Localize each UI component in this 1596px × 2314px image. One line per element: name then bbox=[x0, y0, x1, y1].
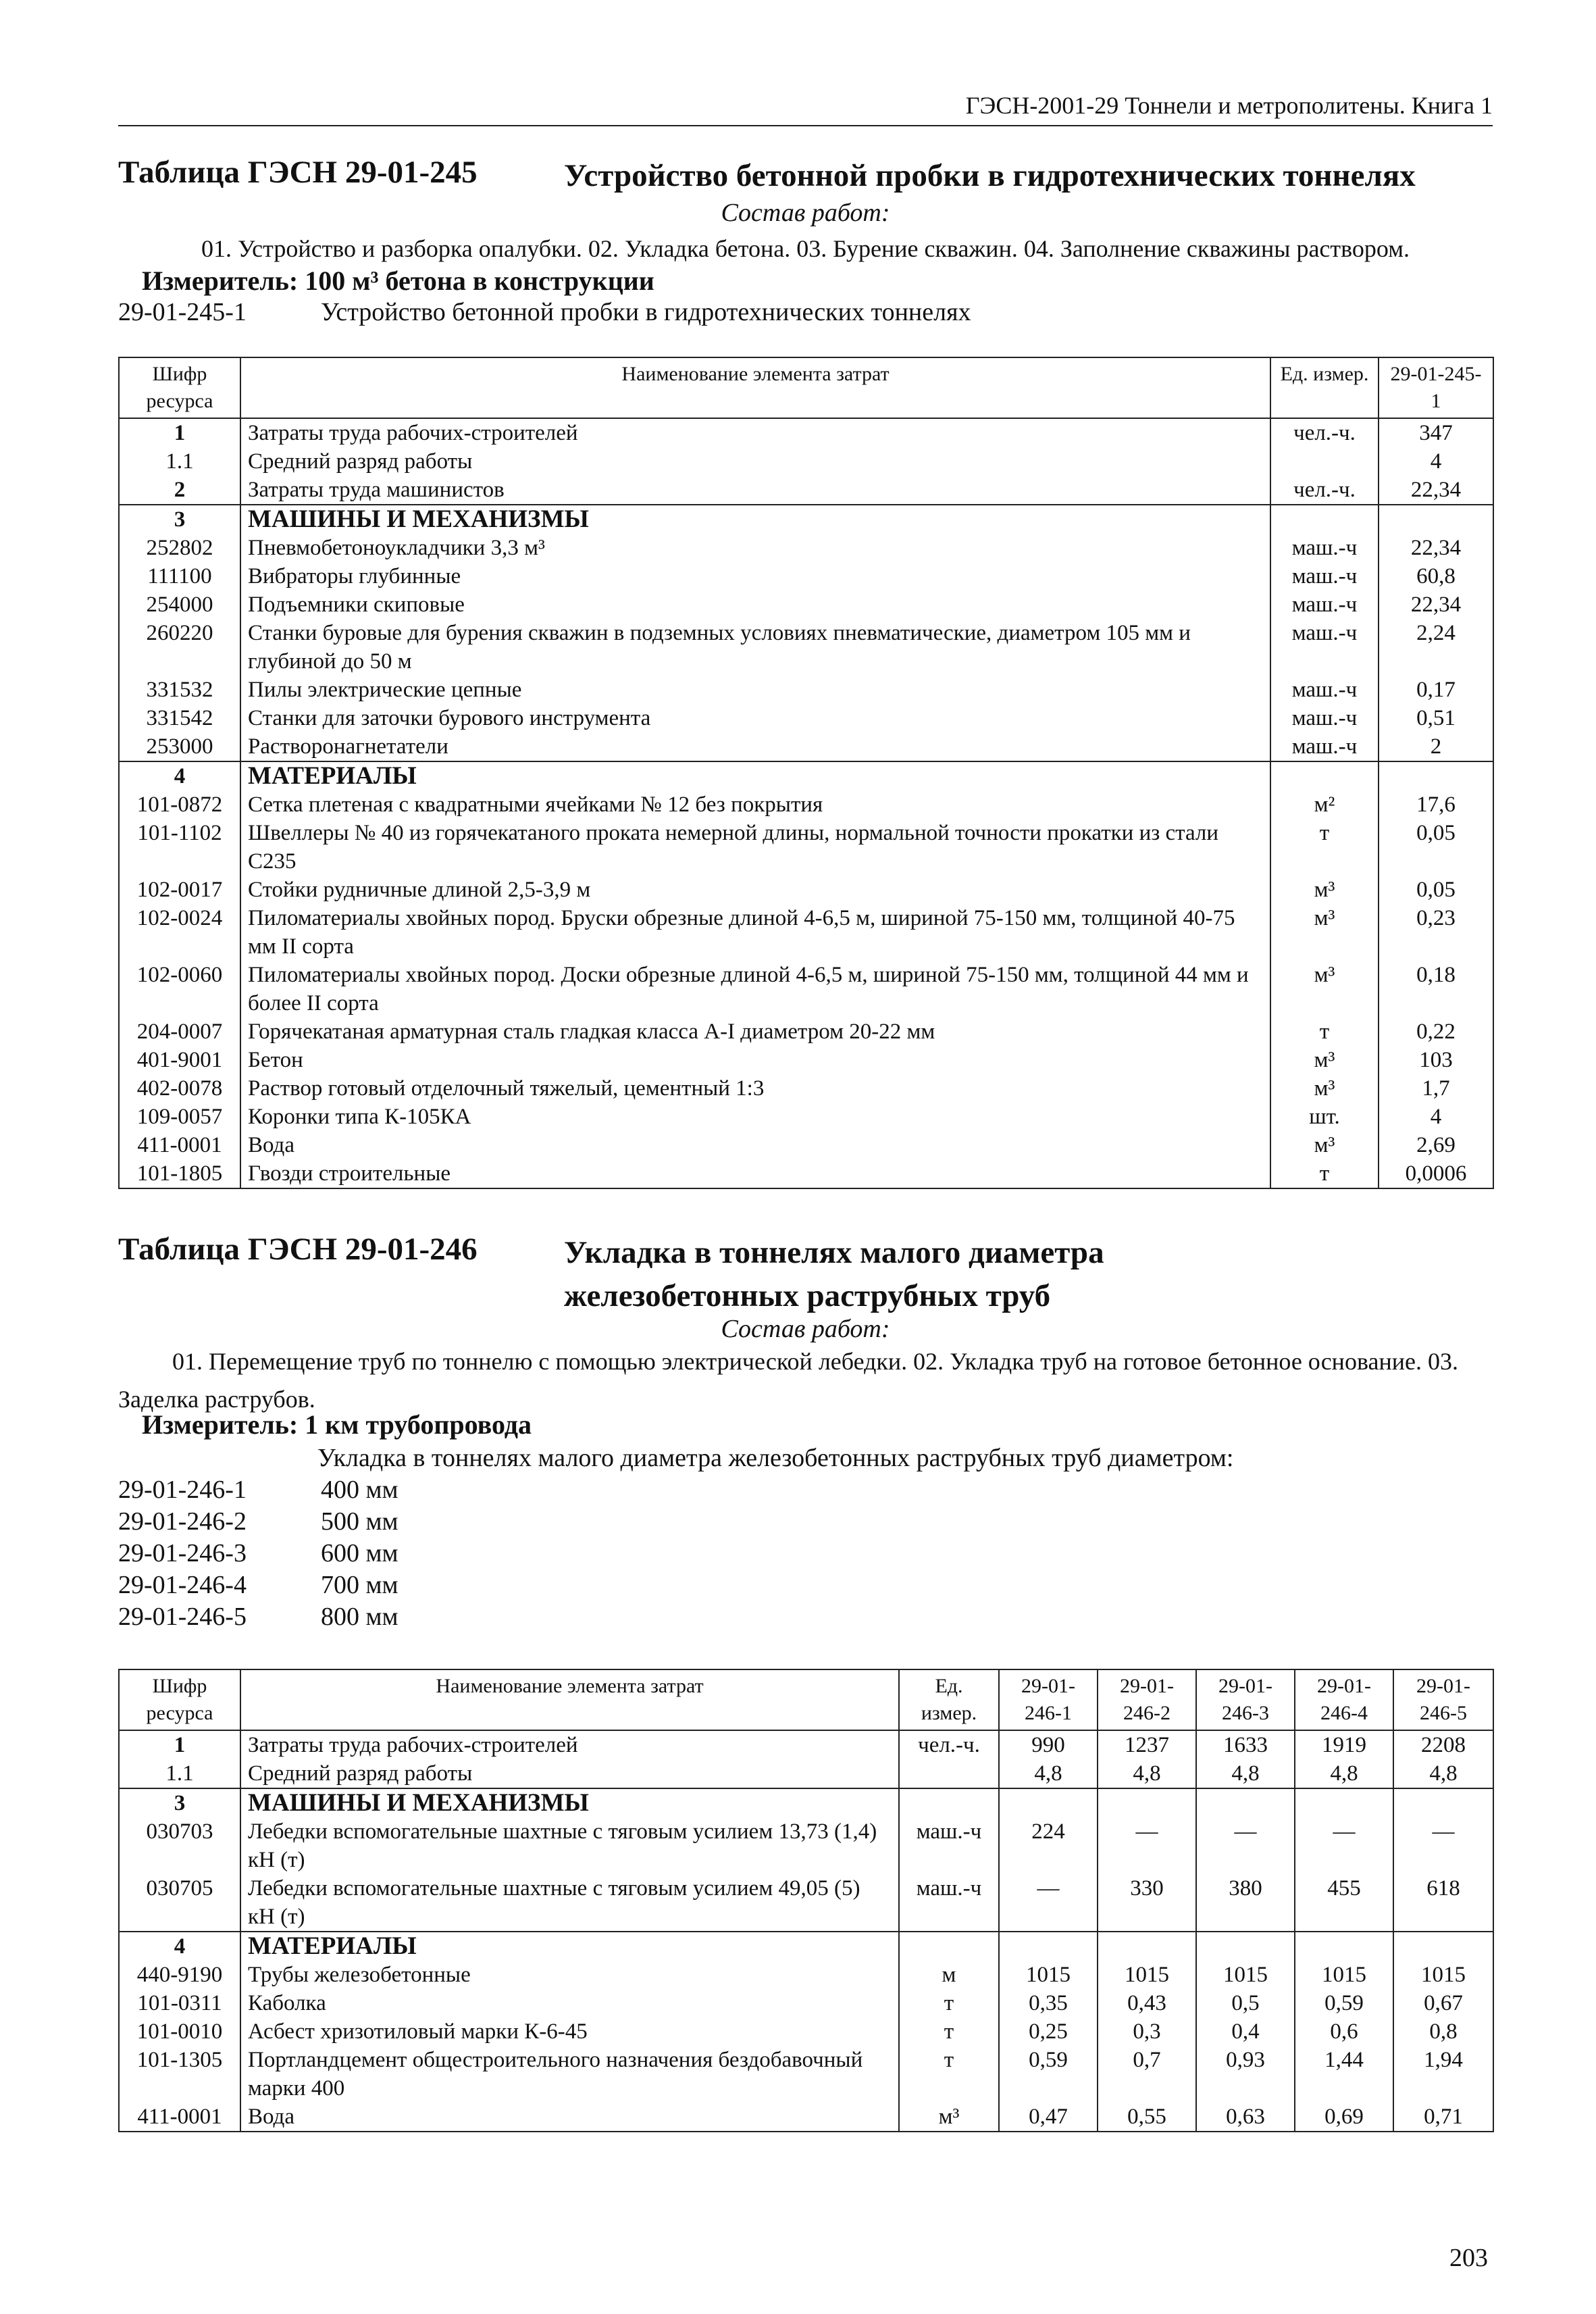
cell-name: Трубы железобетонные bbox=[240, 1961, 899, 1989]
cell-code: 4 bbox=[119, 1932, 240, 1961]
cell-value: 0,67 bbox=[1393, 1989, 1493, 2017]
cell-unit: чел.-ч. bbox=[1270, 476, 1379, 505]
cell-code: 253000 bbox=[119, 732, 240, 761]
cell-code: 102-0017 bbox=[119, 876, 240, 904]
table-row bbox=[119, 961, 1493, 1017]
cell-name: Сетка плетеная с квадратными ячейками № 12 без покрытия bbox=[240, 790, 1270, 819]
cell-value: 2208 bbox=[1393, 1730, 1493, 1759]
cell-value: 1,94 bbox=[1393, 2046, 1493, 2103]
cell-unit: маш.-ч bbox=[899, 1817, 999, 1874]
cell-unit: м³ bbox=[1270, 1074, 1379, 1103]
cell-value bbox=[1393, 1788, 1493, 1817]
cell-code: 030705 bbox=[119, 1874, 240, 1932]
cell-unit: м³ bbox=[1270, 876, 1379, 904]
cell-unit: шт. bbox=[1270, 1103, 1379, 1131]
cell-value: 4,8 bbox=[999, 1759, 1098, 1788]
cell-code: 030703 bbox=[119, 1817, 240, 1874]
cell-unit bbox=[1270, 505, 1379, 534]
table-row bbox=[119, 1989, 1493, 2017]
cell-name: МАТЕРИАЛЫ bbox=[240, 1932, 899, 1961]
table2-label: Таблица ГЭСН 29-01-246 bbox=[118, 1232, 478, 1267]
table2-header-cipher: Шифр ресурса bbox=[119, 1669, 240, 1730]
table-row bbox=[119, 732, 1493, 761]
cell-value: 1,44 bbox=[1295, 2046, 1393, 2103]
cell-value: 0,4 bbox=[1196, 2017, 1295, 2046]
cell-value: — bbox=[999, 1874, 1098, 1932]
cell-unit: маш.-ч bbox=[1270, 562, 1379, 590]
cell-unit: т bbox=[899, 1989, 999, 2017]
cell-code: 252802 bbox=[119, 534, 240, 562]
table1-header-row bbox=[119, 357, 1493, 418]
cell-value: 0,69 bbox=[1295, 2103, 1393, 2132]
cell-value: — bbox=[1098, 1817, 1196, 1874]
table1-resources bbox=[118, 357, 1494, 1189]
table-row bbox=[119, 876, 1493, 904]
cell-value: 990 bbox=[999, 1730, 1098, 1759]
cell-code: 101-0311 bbox=[119, 1989, 240, 2017]
cell-code: 411-0001 bbox=[119, 2103, 240, 2132]
cell-value bbox=[1098, 1788, 1196, 1817]
cell-unit: м³ bbox=[1270, 904, 1379, 961]
cell-name: Средний разряд работы bbox=[240, 447, 1270, 476]
table1-works: 01. Устройство и разборка опалубки. 02. Укладка бетона. 03. Бурение скважин. 04. Заполнение скважины раствором. bbox=[201, 235, 1410, 262]
cell-name: Затраты труда машинистов bbox=[240, 476, 1270, 505]
cell-code: 102-0060 bbox=[119, 961, 240, 1017]
cell-value: 0,05 bbox=[1379, 819, 1493, 876]
cell-unit: т bbox=[1270, 1017, 1379, 1046]
cell-value: 0,43 bbox=[1098, 1989, 1196, 2017]
cell-name: Портландцемент общестроительного назначения бездобавочный марки 400 bbox=[240, 2046, 899, 2103]
cell-name: Вибраторы глубинные bbox=[240, 562, 1270, 590]
page-number: 203 bbox=[1449, 2244, 1488, 2272]
norm-code: 29-01-246-3 bbox=[118, 1539, 247, 1567]
cell-name: Станки для заточки бурового инструмента bbox=[240, 704, 1270, 732]
cell-value: 0,0006 bbox=[1379, 1159, 1493, 1188]
cell-code: 331532 bbox=[119, 676, 240, 704]
cell-value: 0,17 bbox=[1379, 676, 1493, 704]
cell-unit: т bbox=[899, 2017, 999, 2046]
table1-header-name: Наименование элемента затрат bbox=[240, 357, 1270, 418]
table-row bbox=[119, 2017, 1493, 2046]
cell-code: 101-1305 bbox=[119, 2046, 240, 2103]
cell-value: 618 bbox=[1393, 1874, 1493, 1932]
cell-unit: м² bbox=[1270, 790, 1379, 819]
cell-code: 1 bbox=[119, 1730, 240, 1759]
cell-name: МАШИНЫ И МЕХАНИЗМЫ bbox=[240, 1788, 899, 1817]
cell-code: 260220 bbox=[119, 619, 240, 676]
table-row bbox=[119, 562, 1493, 590]
cell-name: Горячекатаная арматурная сталь гладкая класса А-I диаметром 20-22 мм bbox=[240, 1017, 1270, 1046]
cell-name: Станки буровые для бурения скважин в подземных условиях пневматические, диаметром 105 мм и глубиной до 50 м bbox=[240, 619, 1270, 676]
cell-code: 3 bbox=[119, 505, 240, 534]
cell-value: 1237 bbox=[1098, 1730, 1196, 1759]
cell-value: 1633 bbox=[1196, 1730, 1295, 1759]
cell-code: 101-1805 bbox=[119, 1159, 240, 1188]
cell-value: 1,7 bbox=[1379, 1074, 1493, 1103]
cell-code: 331542 bbox=[119, 704, 240, 732]
table-row bbox=[119, 447, 1493, 476]
cell-value bbox=[999, 1932, 1098, 1961]
cell-name: Пилы электрические цепные bbox=[240, 676, 1270, 704]
cell-unit: чел.-ч. bbox=[1270, 418, 1379, 447]
table2-measure: Измеритель: 1 км трубопровода bbox=[142, 1409, 532, 1440]
cell-name: Лебедки вспомогательные шахтные с тяговым усилием 13,73 (1,4) кН (т) bbox=[240, 1817, 899, 1874]
cell-name: Лебедки вспомогательные шахтные с тяговым усилием 49,05 (5) кН (т) bbox=[240, 1874, 899, 1932]
table-row bbox=[119, 1017, 1493, 1046]
cell-code: 101-1102 bbox=[119, 819, 240, 876]
cell-unit: м³ bbox=[899, 2103, 999, 2132]
running-header: ГЭСН-2001-29 Тоннели и метрополитены. Книга 1 bbox=[118, 91, 1493, 126]
section-row bbox=[119, 505, 1493, 534]
cell-code: 111100 bbox=[119, 562, 240, 590]
cell-value bbox=[1379, 761, 1493, 790]
norm-code: 29-01-246-1 bbox=[118, 1476, 247, 1504]
table2-norm-4 bbox=[118, 1570, 398, 1600]
cell-value bbox=[1295, 1932, 1393, 1961]
cell-name: Вода bbox=[240, 2103, 899, 2132]
cell-value bbox=[999, 1788, 1098, 1817]
cell-value: 1015 bbox=[1393, 1961, 1493, 1989]
table1-measure: Измеритель: 100 м³ бетона в конструкции bbox=[142, 266, 654, 296]
cell-code: 1.1 bbox=[119, 447, 240, 476]
norm-value: 500 мм bbox=[321, 1507, 398, 1536]
table2-norm-intro: Укладка в тоннелях малого диаметра железобетонных раструбных труб диаметром: bbox=[317, 1444, 1234, 1472]
table1-norm-code: 29-01-245-1 bbox=[118, 298, 247, 326]
cell-value: 2,24 bbox=[1379, 619, 1493, 676]
table-row bbox=[119, 2046, 1493, 2103]
cell-name: Каболка bbox=[240, 1989, 899, 2017]
cell-value: 0,18 bbox=[1379, 961, 1493, 1017]
cell-value: 0,71 bbox=[1393, 2103, 1493, 2132]
table-row bbox=[119, 1730, 1493, 1759]
table-row bbox=[119, 534, 1493, 562]
section-row bbox=[119, 1932, 1493, 1961]
cell-code: 101-0872 bbox=[119, 790, 240, 819]
cell-value: 4,8 bbox=[1295, 1759, 1393, 1788]
table2-header-unit: Ед. измер. bbox=[899, 1669, 999, 1730]
cell-value: 0,5 bbox=[1196, 1989, 1295, 2017]
cell-value: 0,23 bbox=[1379, 904, 1493, 961]
cell-unit: маш.-ч bbox=[1270, 534, 1379, 562]
cell-value bbox=[1295, 1788, 1393, 1817]
cell-unit bbox=[899, 1759, 999, 1788]
cell-value: 0,6 bbox=[1295, 2017, 1393, 2046]
cell-code: 254000 bbox=[119, 590, 240, 619]
cell-value: 2 bbox=[1379, 732, 1493, 761]
cell-value: 1015 bbox=[1098, 1961, 1196, 1989]
cell-unit: маш.-ч bbox=[1270, 619, 1379, 676]
table-row bbox=[119, 2103, 1493, 2132]
table-row bbox=[119, 418, 1493, 447]
cell-code: 204-0007 bbox=[119, 1017, 240, 1046]
cell-value bbox=[1196, 1788, 1295, 1817]
table1-norm bbox=[118, 297, 971, 327]
table1-title: Устройство бетонной пробки в гидротехнических тоннелях bbox=[564, 158, 1416, 193]
cell-name: Затраты труда рабочих-строителей bbox=[240, 418, 1270, 447]
table-row bbox=[119, 790, 1493, 819]
table2-header-col4: 29-01-246-4 bbox=[1295, 1669, 1393, 1730]
cell-value: 0,47 bbox=[999, 2103, 1098, 2132]
table1-header-col1: 29-01-245-1 bbox=[1379, 357, 1493, 418]
section-row bbox=[119, 1788, 1493, 1817]
table2-header-col3: 29-01-246-3 bbox=[1196, 1669, 1295, 1730]
cell-unit: маш.-ч bbox=[1270, 676, 1379, 704]
table-row bbox=[119, 1961, 1493, 1989]
cell-name: Стойки рудничные длиной 2,5-3,9 м bbox=[240, 876, 1270, 904]
cell-value: 330 bbox=[1098, 1874, 1196, 1932]
table1-norm-name: Устройство бетонной пробки в гидротехнических тоннелях bbox=[321, 298, 971, 326]
cell-name: МАШИНЫ И МЕХАНИЗМЫ bbox=[240, 505, 1270, 534]
table1-header-cipher: Шифр ресурса bbox=[119, 357, 240, 418]
cell-value: 4,8 bbox=[1098, 1759, 1196, 1788]
cell-code: 102-0024 bbox=[119, 904, 240, 961]
cell-unit: т bbox=[1270, 819, 1379, 876]
cell-value: 0,35 bbox=[999, 1989, 1098, 2017]
cell-value: 4 bbox=[1379, 447, 1493, 476]
cell-name: Затраты труда рабочих-строителей bbox=[240, 1730, 899, 1759]
cell-value: 0,22 bbox=[1379, 1017, 1493, 1046]
norm-code: 29-01-246-2 bbox=[118, 1507, 247, 1536]
cell-value bbox=[1098, 1932, 1196, 1961]
cell-value: 1919 bbox=[1295, 1730, 1393, 1759]
cell-value: 0,3 bbox=[1098, 2017, 1196, 2046]
cell-unit: м bbox=[899, 1961, 999, 1989]
table-row bbox=[119, 819, 1493, 876]
cell-name: МАТЕРИАЛЫ bbox=[240, 761, 1270, 790]
table2-norm-1 bbox=[118, 1475, 398, 1505]
table2-header-name: Наименование элемента затрат bbox=[240, 1669, 899, 1730]
table2-resources bbox=[118, 1669, 1494, 2132]
cell-value: 1015 bbox=[1196, 1961, 1295, 1989]
cell-value: 1015 bbox=[1295, 1961, 1393, 1989]
section-row bbox=[119, 761, 1493, 790]
table1-header-unit: Ед. измер. bbox=[1270, 357, 1379, 418]
table-row bbox=[119, 904, 1493, 961]
cell-value: 0,59 bbox=[1295, 1989, 1393, 2017]
table-row bbox=[119, 476, 1493, 505]
cell-value: 347 bbox=[1379, 418, 1493, 447]
cell-code: 402-0078 bbox=[119, 1074, 240, 1103]
cell-value: — bbox=[1295, 1817, 1393, 1874]
cell-name: Растворонагнетатели bbox=[240, 732, 1270, 761]
cell-value: 2,69 bbox=[1379, 1131, 1493, 1159]
cell-code: 4 bbox=[119, 761, 240, 790]
cell-name: Пиломатериалы хвойных пород. Бруски обрезные длиной 4-6,5 м, шириной 75-150 мм, толщиной 40-75 мм II сорта bbox=[240, 904, 1270, 961]
table2-header-row bbox=[119, 1669, 1493, 1730]
cell-value: 0,93 bbox=[1196, 2046, 1295, 2103]
cell-value: — bbox=[1393, 1817, 1493, 1874]
cell-value: 4,8 bbox=[1196, 1759, 1295, 1788]
table2-norm-5 bbox=[118, 1602, 398, 1632]
cell-value: 380 bbox=[1196, 1874, 1295, 1932]
table-row bbox=[119, 619, 1493, 676]
cell-unit: т bbox=[1270, 1159, 1379, 1188]
cell-name: Бетон bbox=[240, 1046, 1270, 1074]
cell-name: Асбест хризотиловый марки К-6-45 bbox=[240, 2017, 899, 2046]
cell-code: 401-9001 bbox=[119, 1046, 240, 1074]
cell-unit: м³ bbox=[1270, 961, 1379, 1017]
cell-value: 0,59 bbox=[999, 2046, 1098, 2103]
table2-header-col1: 29-01-246-1 bbox=[999, 1669, 1098, 1730]
table-row bbox=[119, 704, 1493, 732]
cell-value: 60,8 bbox=[1379, 562, 1493, 590]
cell-value: 0,63 bbox=[1196, 2103, 1295, 2132]
cell-unit: чел.-ч. bbox=[899, 1730, 999, 1759]
norm-value: 700 мм bbox=[321, 1571, 398, 1599]
norm-code: 29-01-246-5 bbox=[118, 1603, 247, 1631]
cell-value: 4 bbox=[1379, 1103, 1493, 1131]
cell-name: Подъемники скиповые bbox=[240, 590, 1270, 619]
cell-value: 1015 bbox=[999, 1961, 1098, 1989]
cell-name: Вода bbox=[240, 1131, 1270, 1159]
cell-value: 103 bbox=[1379, 1046, 1493, 1074]
cell-code: 1.1 bbox=[119, 1759, 240, 1788]
cell-code: 109-0057 bbox=[119, 1103, 240, 1131]
table2-title: Укладка в тоннелях малого диаметра железобетонных раструбных труб bbox=[564, 1235, 1104, 1313]
table1-label: Таблица ГЭСН 29-01-245 bbox=[118, 155, 478, 190]
cell-name: Пневмобетоноукладчики 3,3 м³ bbox=[240, 534, 1270, 562]
table-row bbox=[119, 1131, 1493, 1159]
cell-code: 2 bbox=[119, 476, 240, 505]
cell-value: 17,6 bbox=[1379, 790, 1493, 819]
table1-sostav: Состав работ: bbox=[721, 199, 890, 227]
cell-unit: маш.-ч bbox=[1270, 732, 1379, 761]
cell-code: 411-0001 bbox=[119, 1131, 240, 1159]
table2-sostav: Состав работ: bbox=[721, 1315, 890, 1343]
table2-header-col5: 29-01-246-5 bbox=[1393, 1669, 1493, 1730]
cell-value: 224 bbox=[999, 1817, 1098, 1874]
cell-value: 22,34 bbox=[1379, 534, 1493, 562]
table-row bbox=[119, 1103, 1493, 1131]
cell-name: Пиломатериалы хвойных пород. Доски обрезные длиной 4-6,5 м, шириной 75-150 мм, толщиной 44 мм и более II сорта bbox=[240, 961, 1270, 1017]
table2-norm-2 bbox=[118, 1507, 398, 1536]
table-row bbox=[119, 1159, 1493, 1188]
cell-name: Коронки типа К-105КА bbox=[240, 1103, 1270, 1131]
cell-value: 0,05 bbox=[1379, 876, 1493, 904]
cell-unit bbox=[899, 1932, 999, 1961]
norm-value: 800 мм bbox=[321, 1603, 398, 1631]
norm-code: 29-01-246-4 bbox=[118, 1571, 247, 1599]
cell-name: Гвозди строительные bbox=[240, 1159, 1270, 1188]
cell-unit bbox=[1270, 761, 1379, 790]
cell-code: 1 bbox=[119, 418, 240, 447]
table-row bbox=[119, 1046, 1493, 1074]
cell-unit: м³ bbox=[1270, 1131, 1379, 1159]
cell-unit: т bbox=[899, 2046, 999, 2103]
table2-norm-3 bbox=[118, 1538, 398, 1568]
table-row bbox=[119, 1074, 1493, 1103]
cell-value bbox=[1393, 1932, 1493, 1961]
table-row bbox=[119, 1874, 1493, 1932]
cell-code: 101-0010 bbox=[119, 2017, 240, 2046]
table-row bbox=[119, 1759, 1493, 1788]
table-row bbox=[119, 676, 1493, 704]
norm-value: 400 мм bbox=[321, 1476, 398, 1504]
cell-unit: маш.-ч bbox=[1270, 590, 1379, 619]
cell-name: Швеллеры № 40 из горячекатаного проката немерной длины, нормальной точности прокатки из стали С235 bbox=[240, 819, 1270, 876]
cell-unit bbox=[1270, 447, 1379, 476]
cell-unit bbox=[899, 1788, 999, 1817]
cell-value: — bbox=[1196, 1817, 1295, 1874]
cell-unit: маш.-ч bbox=[899, 1874, 999, 1932]
cell-value bbox=[1196, 1932, 1295, 1961]
cell-code: 440-9190 bbox=[119, 1961, 240, 1989]
cell-name: Раствор готовый отделочный тяжелый, цементный 1:3 bbox=[240, 1074, 1270, 1103]
cell-value: 0,51 bbox=[1379, 704, 1493, 732]
norm-value: 600 мм bbox=[321, 1539, 398, 1567]
table2-works: 01. Перемещение труб по тоннелю с помощью электрической лебедки. 02. Укладка труб на готовое бетонное основание. 03. Заделка раструбов. bbox=[118, 1348, 1458, 1413]
cell-value bbox=[1379, 505, 1493, 534]
cell-value: 0,8 bbox=[1393, 2017, 1493, 2046]
cell-value: 0,55 bbox=[1098, 2103, 1196, 2132]
table-row bbox=[119, 1817, 1493, 1874]
cell-value: 0,7 bbox=[1098, 2046, 1196, 2103]
cell-unit: м³ bbox=[1270, 1046, 1379, 1074]
cell-value: 0,25 bbox=[999, 2017, 1098, 2046]
cell-value: 455 bbox=[1295, 1874, 1393, 1932]
cell-value: 4,8 bbox=[1393, 1759, 1493, 1788]
table2-header-col2: 29-01-246-2 bbox=[1098, 1669, 1196, 1730]
table-row bbox=[119, 590, 1493, 619]
cell-name: Средний разряд работы bbox=[240, 1759, 899, 1788]
cell-value: 22,34 bbox=[1379, 476, 1493, 505]
cell-value: 22,34 bbox=[1379, 590, 1493, 619]
cell-unit: маш.-ч bbox=[1270, 704, 1379, 732]
cell-code: 3 bbox=[119, 1788, 240, 1817]
